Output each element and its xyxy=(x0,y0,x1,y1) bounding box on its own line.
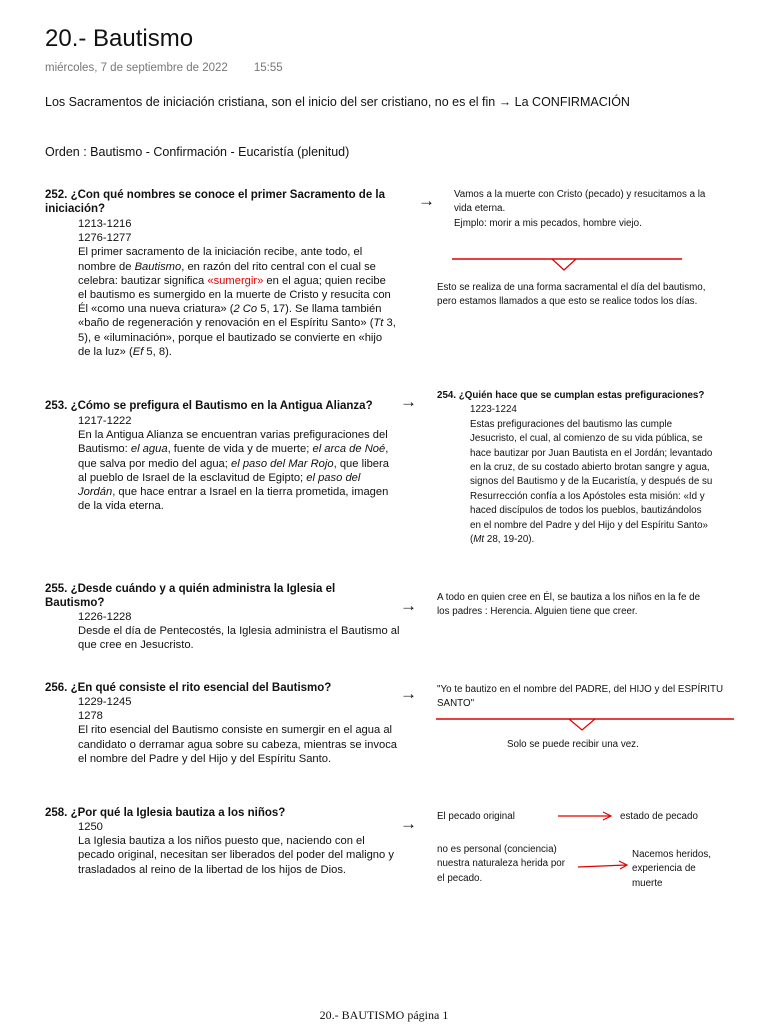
date-text: miércoles, 7 de septiembre de 2022 xyxy=(45,62,228,74)
answer-line: el nombre del Padre y del Hijo y del Espíritu Santo. xyxy=(78,752,332,765)
answer-line: signos del Bautismo y de la Eucaristía, y después de su xyxy=(470,476,713,488)
ref-number: 1250 xyxy=(78,821,103,833)
note-line: Nacemos heridos, xyxy=(632,849,711,860)
answer-line: pecado original, necesitan ser liberados del poder del maligno y xyxy=(78,849,394,862)
answer-line: Él «como una nueva criatura» (2 Co 5, 17). Se llama también xyxy=(78,303,382,316)
question-254-body xyxy=(437,403,712,547)
answer-line: 5), e «iluminación», porque el bautizado se convierte en «hijo xyxy=(78,331,383,344)
question-253-body xyxy=(78,414,389,513)
ref-number: 1223-1224 xyxy=(470,404,517,416)
intro-text: Los Sacramentos de iniciación cristiana, son el inicio del ser cristiano, no es el fin → La CONFIRMACIÓN xyxy=(45,95,630,109)
note-line: nuestra naturaleza herida por xyxy=(437,858,565,870)
note-line: A todo en quien cree en Él, se bautiza a los niños en la fe de xyxy=(437,592,701,603)
answer-line: celebra: bautizar significa «sumergir» en el agua; quien recibe xyxy=(78,274,386,287)
orden-text: Orden : Bautismo - Confirmación - Eucaristía (plenitud) xyxy=(45,145,350,159)
note-252 xyxy=(454,188,705,231)
note-256-b: Solo se puede recibir una vez. xyxy=(507,739,639,750)
question-252-body xyxy=(78,217,396,359)
answer-line: Bautismo: el agua, fuente de vida y de muerte; el arca de Noé, xyxy=(78,443,389,456)
note-line: pero estamos llamados a que esto se realice todos los días. xyxy=(437,296,698,308)
answer-line: Resurrección confía a los Apóstoles esta misión: «Id y xyxy=(470,490,705,502)
arrow-icon: → xyxy=(400,596,417,615)
question-title-line: 255. ¿Desde cuándo y a quién administra la Iglesia el xyxy=(45,583,336,595)
question-256-body xyxy=(78,695,397,766)
answer-line: nombre de Bautismo, en razón del rito central con el cual se xyxy=(78,260,376,273)
red-divider-marker xyxy=(436,714,736,734)
red-arrow-icon xyxy=(578,860,630,872)
question-title-line: iniciación? xyxy=(45,203,106,215)
note-line: los padres : Herencia. Alguien tiene que creer. xyxy=(437,606,638,618)
question-256-title: 256. ¿En qué consiste el rito esencial del Bautismo? xyxy=(45,682,332,694)
note-line: Vamos a la muerte con Cristo (pecado) y resucitamos a la xyxy=(454,189,706,200)
answer-line: de la vida eterna. xyxy=(78,500,164,513)
note-line: SANTO" xyxy=(437,698,475,710)
time-text: 15:55 xyxy=(253,62,283,74)
ref-number: 1213-1216 xyxy=(78,218,132,230)
ref-number: 1276-1277 xyxy=(78,232,132,245)
arrow-icon: → xyxy=(400,392,417,411)
question-title-line: Bautismo? xyxy=(45,597,105,609)
page-date xyxy=(45,62,283,74)
note-252-b xyxy=(437,281,705,310)
ref-number: 1278 xyxy=(78,710,103,723)
arrow-icon: → xyxy=(400,684,417,703)
answer-line: (Mt 28, 19-20). xyxy=(470,534,535,546)
note-258-c xyxy=(437,843,565,886)
answer-line: en el nombre del Padre y del Hijo y del Espíritu Santo» xyxy=(470,519,708,531)
note-line: vida eterna. xyxy=(454,203,506,215)
note-line: "Yo te bautizo en el nombre del PADRE, del HIJO y del ESPÍRITU xyxy=(437,684,724,695)
answer-line: El rito esencial del Bautismo consiste en sumergir en el agua al xyxy=(78,724,393,737)
page-footer: 20.- BAUTISMO página 1 xyxy=(319,1008,449,1022)
highlight-word: «sumergir» xyxy=(207,274,264,287)
answer-line: en la cruz, de su costado abierto brotan sangre y agua, xyxy=(470,462,710,474)
question-252-title xyxy=(45,188,385,216)
ref-number: 1217-1222 xyxy=(78,415,132,427)
note-258-b: estado de pecado xyxy=(620,811,698,822)
answer-line: La Iglesia bautiza a los niños puesto que, naciendo con el xyxy=(78,835,365,848)
answer-line: Jordán, que hace entrar a Israel en la tierra prometida, imagen xyxy=(78,486,389,499)
answer-line: En la Antigua Alianza se encuentran varias prefiguraciones del xyxy=(78,429,388,442)
note-258-d xyxy=(632,848,711,891)
question-title-line: 252. ¿Con qué nombres se conoce el primer Sacramento de la xyxy=(45,189,386,201)
note-line: Ejmplo: morir a mis pecados, hombre viejo. xyxy=(454,217,642,229)
answer-line: Jesucristo, el cual, al comienzo de su vida pública, se xyxy=(470,433,703,445)
note-line: el pecado. xyxy=(437,872,483,884)
note-line: no es personal (conciencia) xyxy=(437,844,557,855)
answer-line: de la luz» (Ef 5, 8). xyxy=(78,345,172,358)
note-line: muerte xyxy=(632,877,663,889)
note-256 xyxy=(437,683,723,712)
answer-line: que salva por medio del agua; el paso del Mar Rojo, que libera xyxy=(78,457,389,470)
ref-number: 1229-1245 xyxy=(78,696,132,708)
question-254-title: 254. ¿Quién hace que se cumplan estas prefiguraciones? xyxy=(437,390,705,401)
question-258-body xyxy=(78,820,394,877)
answer-line: candidato o derramar agua sobre su cabeza, mientras se invoca xyxy=(78,738,398,751)
page-title: 20.- Bautismo xyxy=(45,25,194,52)
arrow-icon: → xyxy=(418,191,435,210)
answer-line: «baño de regeneración y renovación en el Espíritu Santo» (Tt 3, xyxy=(78,317,396,330)
answer-line: al pueblo de Israel de la esclavitud de Egipto; el paso del xyxy=(78,471,361,484)
ref-number: 1226-1228 xyxy=(78,611,132,623)
answer-line: que cree en Jesucristo. xyxy=(78,639,194,652)
question-254 xyxy=(437,389,712,547)
note-line: experiencia de xyxy=(632,863,696,875)
answer-line: El primer sacramento de la iniciación recibe, ante todo, el xyxy=(78,246,363,259)
question-258-title: 258. ¿Por qué la Iglesia bautiza a los niños? xyxy=(45,807,286,819)
answer-line: Estas prefiguraciones del bautismo las cumple xyxy=(470,418,673,430)
answer-line: trasladados al reino de la libertad de los hijos de Dios. xyxy=(78,863,347,876)
note-255 xyxy=(437,591,700,620)
red-divider-marker xyxy=(452,254,684,274)
question-255-body xyxy=(78,610,400,653)
answer-line: haced discípulos de todos los pueblos, bautizándolos xyxy=(470,505,702,517)
question-255-title xyxy=(45,582,335,610)
red-arrow-icon xyxy=(558,810,614,822)
note-line: Esto se realiza de una forma sacramental el día del bautismo, xyxy=(437,282,706,293)
answer-line: Desde el día de Pentecostés, la Iglesia administra el Bautismo al xyxy=(78,625,400,638)
arrow-icon: → xyxy=(400,814,417,833)
question-253-title: 253. ¿Cómo se prefigura el Bautismo en la Antigua Alianza? xyxy=(45,400,373,412)
answer-line: el bautismo es sumergido en la muerte de Cristo y resucita con xyxy=(78,289,391,302)
note-258-a: El pecado original xyxy=(437,811,515,822)
answer-line: hace bautizar por Juan Bautista en el Jordán; levantado xyxy=(470,447,713,459)
